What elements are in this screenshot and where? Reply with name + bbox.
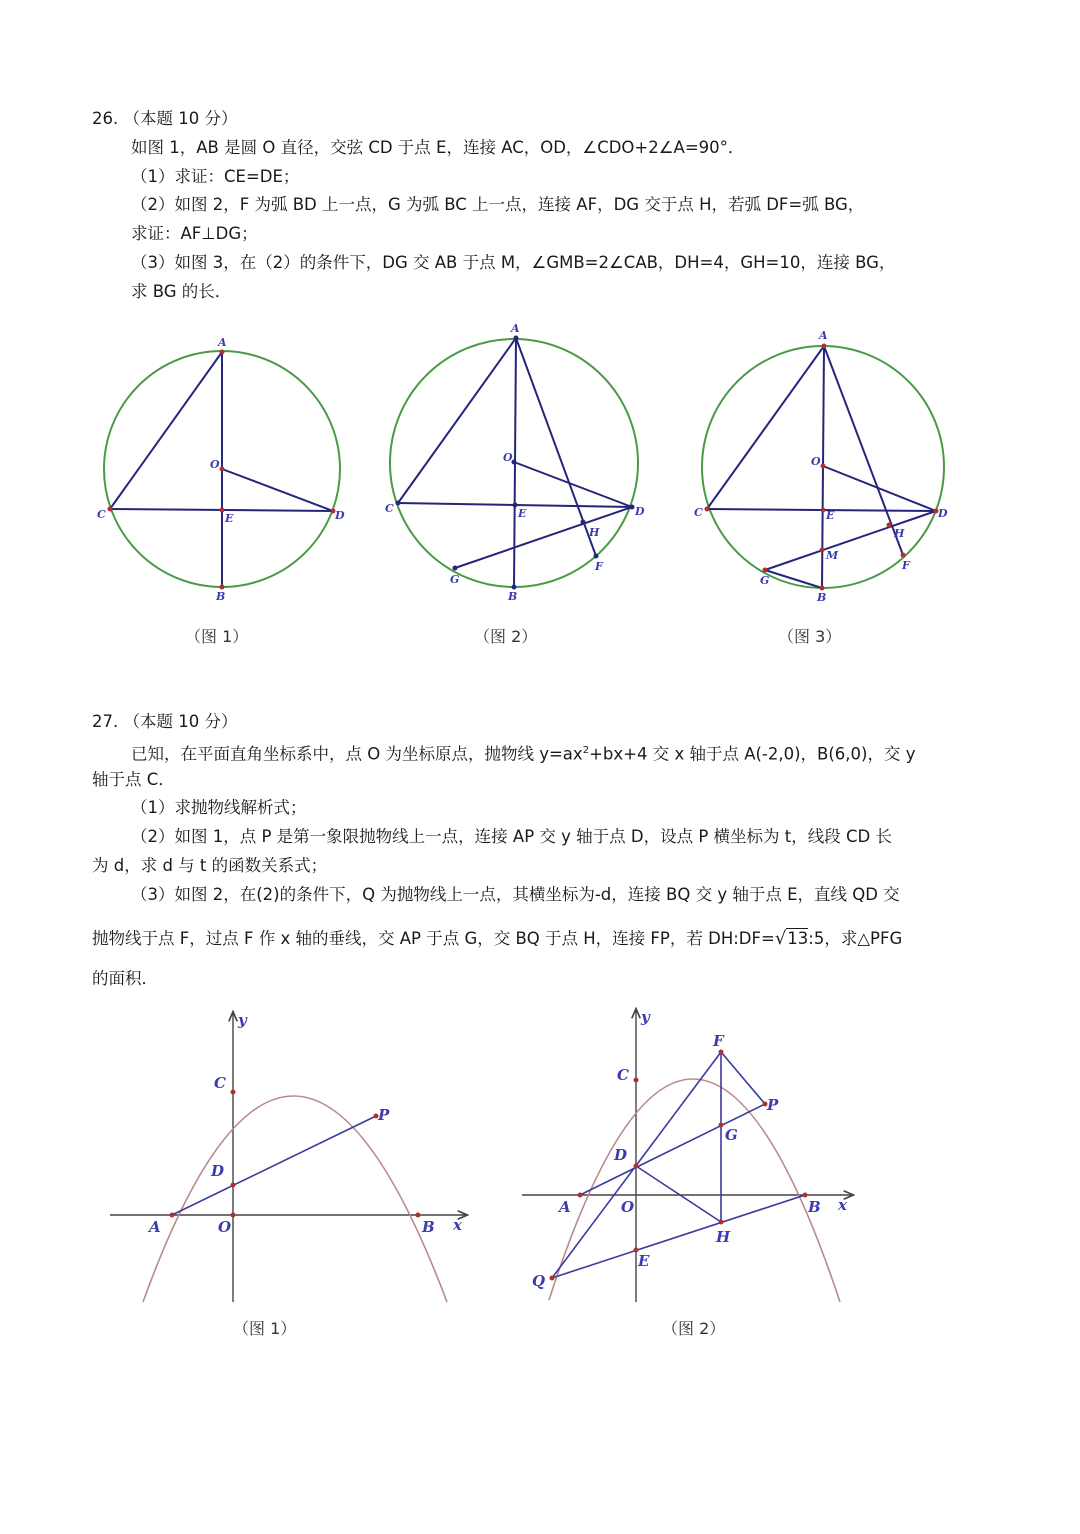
fig2-label-c: C [385, 502, 394, 515]
fig27-2-label-e: E [638, 1252, 650, 1270]
q26-intro: 如图 1，AB 是圆 O 直径，交弦 CD 于点 E，连接 AC，OD，∠CDO+2∠A=90°． [131, 138, 745, 157]
fig27-1-label-o: O [218, 1218, 232, 1236]
fig27-2-label-o: O [621, 1198, 635, 1216]
fig2-label-a: A [511, 322, 520, 335]
fig27-2-parabola [549, 1079, 840, 1302]
fig27-2-label-x: x [838, 1196, 847, 1214]
fig2-label-g: G [450, 573, 460, 586]
fig27-2-line-dh [636, 1166, 721, 1222]
fig1-label-b: B [216, 590, 226, 603]
fig27-2-line-qb [552, 1195, 805, 1278]
fig1-label-d: D [335, 509, 345, 522]
fig2-label-b: B [508, 590, 518, 603]
q27-part3: （3）如图 2，在(2)的条件下，Q 为抛物线上一点，其横坐标为-d，连接 BQ 交 y 轴于点 E，直线 QD 交 [131, 885, 900, 904]
fig1-label-a: A [218, 336, 227, 349]
q27-caption-1: （图 1） [233, 1319, 297, 1338]
q26-part1: （1）求证：CE=DE； [131, 167, 300, 186]
fig27-1-parabola [143, 1096, 447, 1302]
sqrt-radicand: 13 [787, 929, 809, 948]
fig27-2-label-h: H [716, 1228, 731, 1246]
q27-caption-2: （图 2） [662, 1319, 726, 1338]
fig3-label-b: B [817, 591, 827, 604]
q27-part2-cont: 为 d，求 d 与 t 的函数关系式； [92, 856, 328, 875]
fig27-2-label-a: A [559, 1198, 571, 1216]
q26-caption-2: （图 2） [474, 627, 538, 646]
fig27-2-label-c: C [617, 1066, 629, 1084]
fig2-label-e: E [518, 507, 527, 520]
fig3-label-d: D [938, 507, 948, 520]
fig2-label-o: O [503, 451, 513, 464]
q27-intro-superscript: 2 [582, 745, 590, 756]
fig2-label-d: D [635, 505, 645, 518]
q27-part1: （1）求抛物线解析式； [131, 798, 307, 817]
fig27-2-label-q: Q [532, 1272, 546, 1290]
fig27-2-label-f: F [713, 1032, 724, 1050]
q26-part3-cont: 求 BG 的长． [131, 282, 232, 301]
fig27-2-label-p: P [767, 1096, 779, 1114]
fig27-2-label-g: G [725, 1126, 738, 1144]
q27-intro-cont: 轴于点 C． [92, 770, 175, 789]
fig27-1-label-y: y [238, 1011, 247, 1029]
fig27-1-label-a: A [149, 1218, 161, 1236]
fig3-label-h: H [894, 527, 905, 540]
fig3-label-o: O [811, 455, 821, 468]
fig1-label-e: E [225, 512, 234, 525]
q27-figure-1 [110, 1011, 466, 1302]
q27-intro: 已知，在平面直角坐标系中，点 O 为坐标原点，抛物线 $y=ax^2+bx+4$ 交 x 轴于点 A(-2,0)，B(6,0)，交 y [131, 744, 916, 764]
fig27-1-label-x: x [453, 1216, 462, 1234]
fig27-1-label-c: C [214, 1074, 226, 1092]
fig27-2-label-d: D [614, 1146, 628, 1164]
fig3-label-g: G [760, 574, 770, 587]
fig27-2-label-y: y [641, 1008, 650, 1026]
q26-header: 26. （本题 10 分） [92, 109, 238, 128]
fig1-label-c: C [97, 508, 106, 521]
fig2-label-h: H [589, 526, 600, 539]
fig3-label-m: M [826, 549, 839, 562]
q26-part2-cont: 求证：AF⊥DG； [131, 224, 258, 243]
q27-header: 27. （本题 10 分） [92, 712, 238, 731]
fig3-label-c: C [694, 506, 703, 519]
fig3-label-f: F [902, 559, 910, 572]
fig27-1-line-ap [172, 1116, 376, 1215]
q26-caption-1: （图 1） [185, 627, 249, 646]
fig27-1-label-b: B [422, 1218, 435, 1236]
fig3-label-a: A [819, 329, 828, 342]
fig1-label-o: O [210, 458, 220, 471]
q27-part3-end: 的面积． [92, 969, 158, 988]
q26-part2: （2）如图 2，F 为弧 BD 上一点，G 为弧 BC 上一点，连接 AF，DG 交于点 H，若弧 DF=弧 BG， [131, 195, 865, 214]
q27-part2: （2）如图 1，点 P 是第一象限抛物线上一点，连接 AP 交 y 轴于点 D，设点 P 横坐标为 t，线段 CD 长 [131, 827, 892, 846]
q27-figure-2 [522, 1008, 852, 1302]
fig27-1-label-d: D [211, 1162, 225, 1180]
q27-part3-cont: 抛物线于点 F，过点 F 作 x 轴的垂线，交 AP 于点 G，交 BQ 于点 H，连接 FP，若 DH:DF=√13:5，求△PFG [92, 928, 903, 949]
fig27-1-label-p: P [378, 1106, 390, 1124]
fig27-2-line-fp [721, 1052, 765, 1104]
q26-caption-3: （图 3） [778, 627, 842, 646]
q26-part3: （3）如图 3，在（2）的条件下，DG 交 AB 于点 M，∠GMB=2∠CAB，DH=4，GH=10，连接 BG， [131, 253, 896, 272]
fig2-label-f: F [595, 560, 603, 573]
fig27-2-label-b: B [808, 1198, 821, 1216]
fig3-label-e: E [826, 509, 835, 522]
